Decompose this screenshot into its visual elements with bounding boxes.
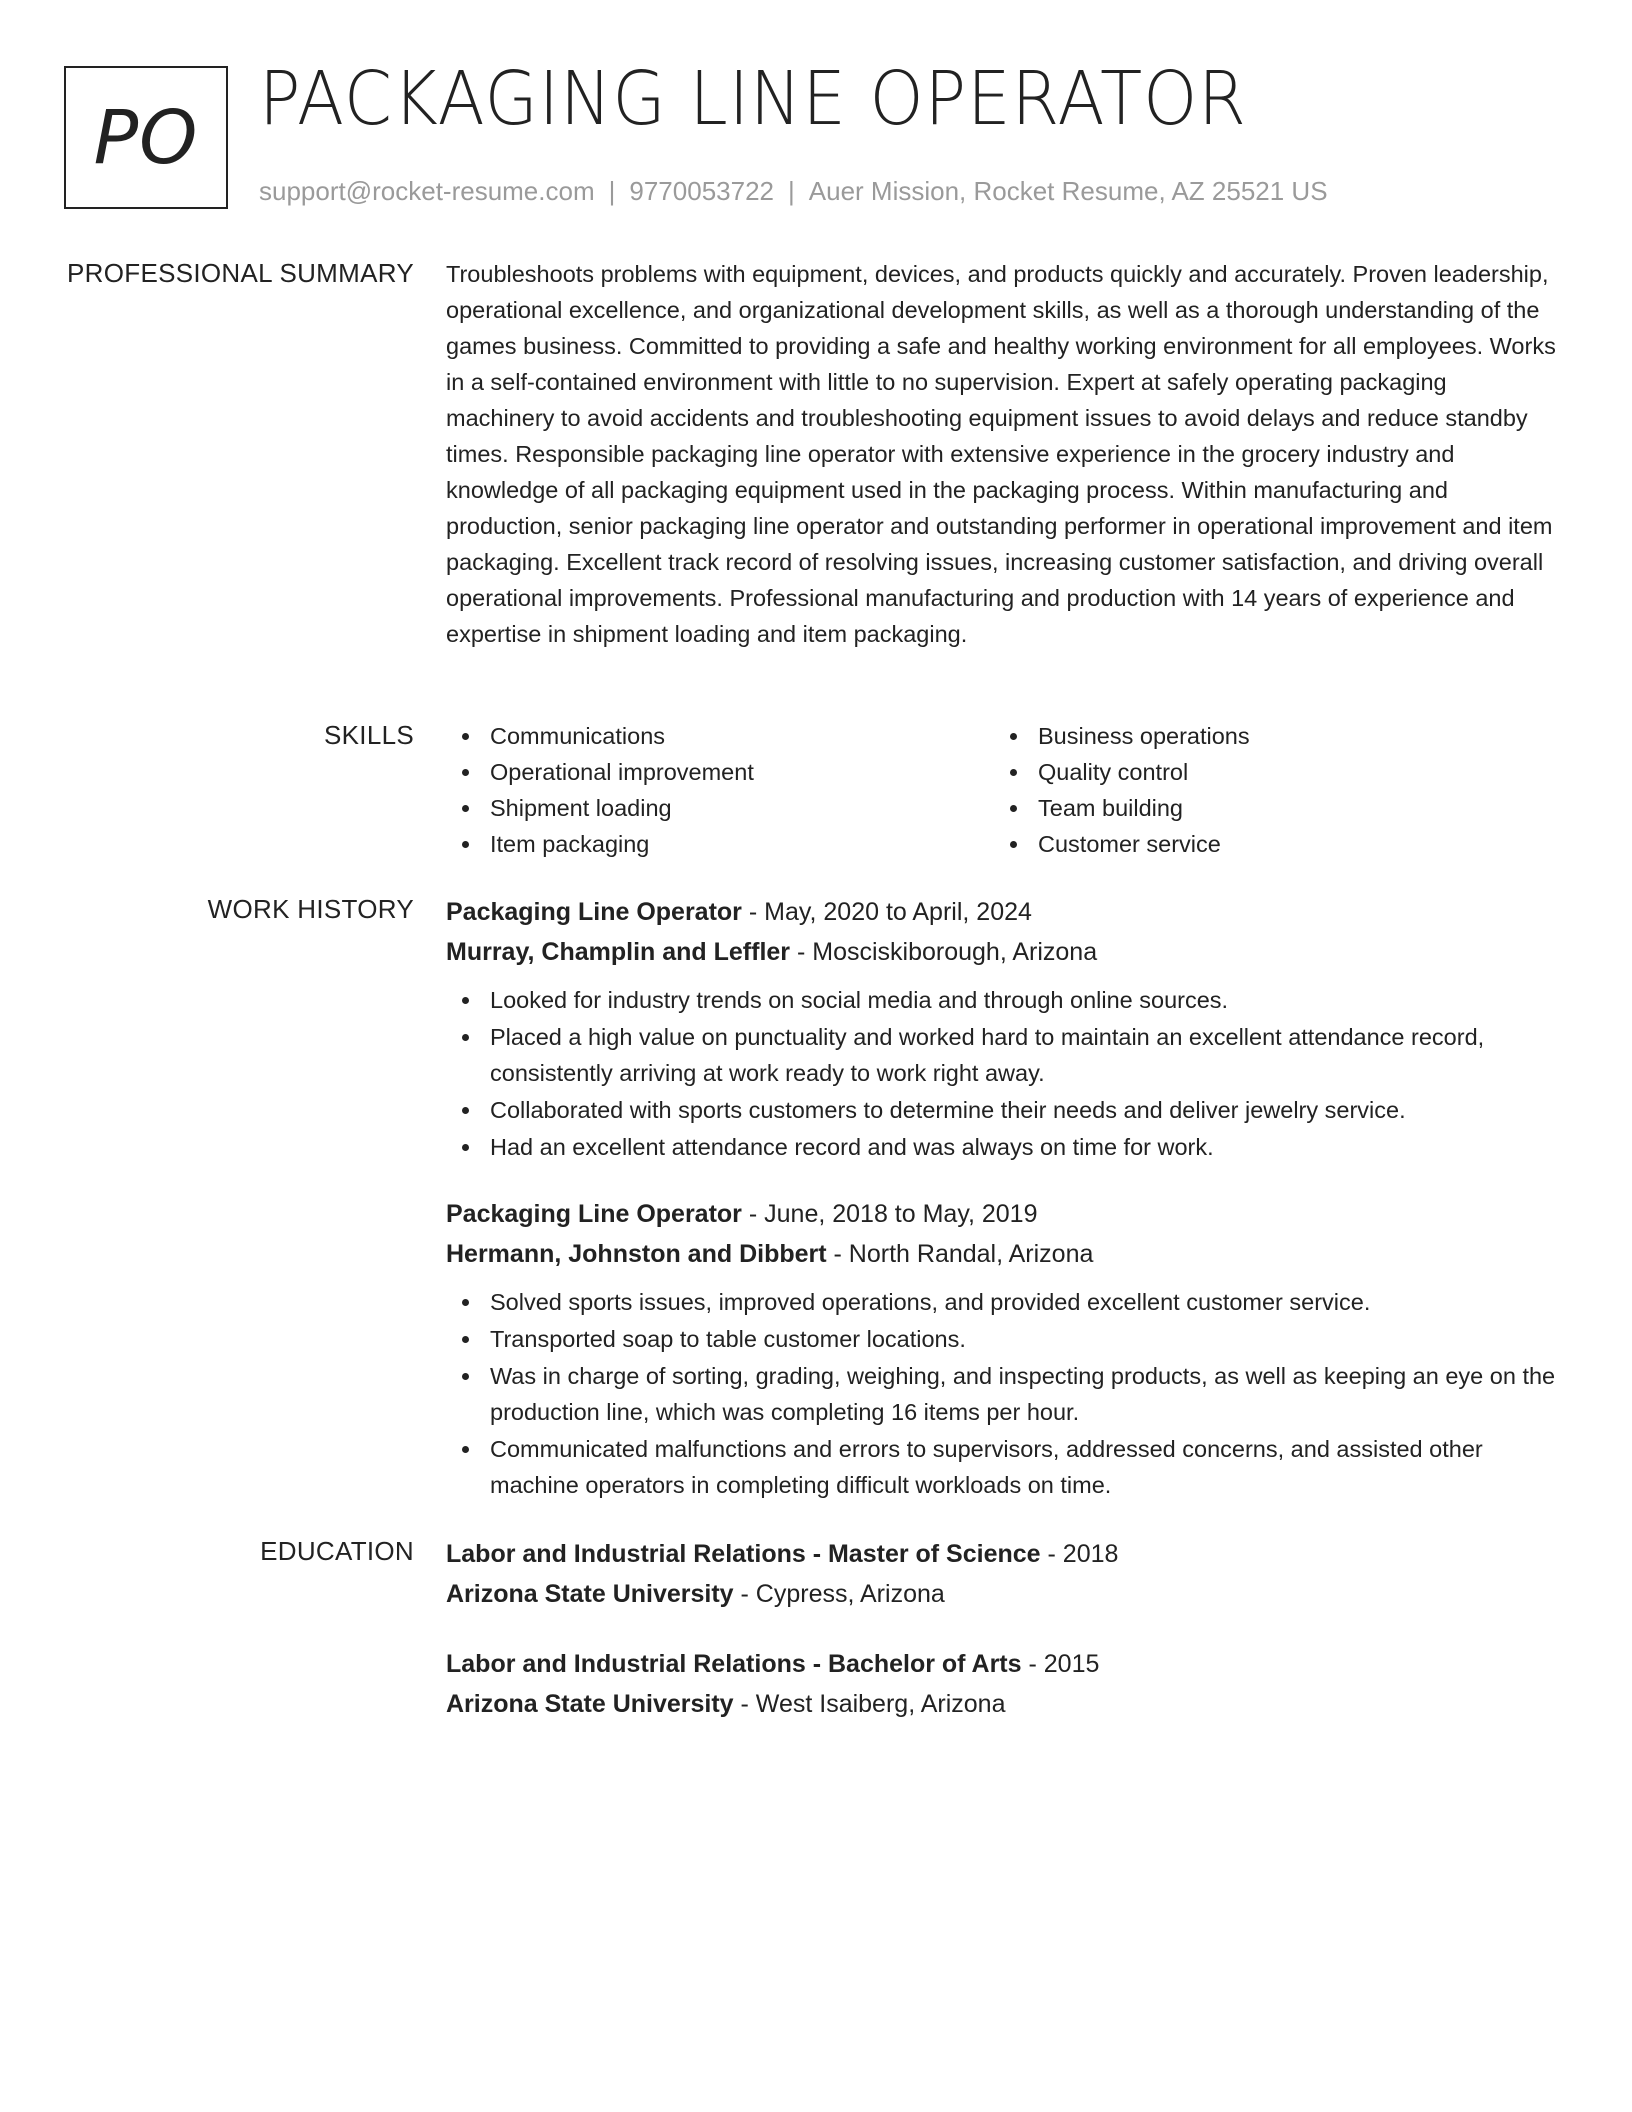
skill-item: Team building	[994, 790, 1542, 826]
skill-item: Customer service	[994, 826, 1542, 862]
contact-address: Auer Mission, Rocket Resume, AZ 25521 US	[808, 176, 1328, 206]
job-entry	[446, 1194, 1556, 1504]
job-title-line	[446, 892, 1556, 932]
contact-phone: 9770053722	[629, 176, 774, 206]
job-bullet: Transported soap to table customer locations.	[446, 1321, 1556, 1357]
page-title: PACKAGING LINE OPERATOR	[259, 56, 1247, 142]
section-label-education: EDUCATION	[260, 1536, 414, 1566]
education-entry	[446, 1534, 1556, 1614]
degree-name: Labor and Industrial Relations - Bachelor of Arts	[446, 1650, 1022, 1678]
section-label-work-history: WORK HISTORY	[207, 894, 414, 924]
contact-email: support@rocket-resume.com	[259, 176, 595, 206]
summary-text: Troubleshoots problems with equipment, devices, and products quickly and accurately. Proven leadership, operational excellence, and organizational development skills, as well as a thorough understanding of the games business. Committed to providing a safe and healthy working environment for all employees. Works in a self-contained environment with little to no supervision. Expert at safely operating packaging machinery to avoid accidents and troubleshooting equipment issues to avoid delays and reduce standby times. Responsible packaging line operator with extensive experience in the grocery industry and knowledge of all packaging equipment used in the packaging process. Within manufacturing and production, senior packaging line operator and outstanding performer in operational improvement and item packaging. Excellent track record of resolving issues, increasing customer satisfaction, and driving overall operational improvements. Professional manufacturing and production with 14 years of experience and expertise in shipment loading and item packaging.	[446, 261, 1556, 647]
job-company: Murray, Champlin and Leffler	[446, 938, 791, 966]
skill-item: Communications	[446, 718, 994, 754]
contact-separator: |	[788, 176, 795, 206]
skills-column-left	[446, 718, 994, 862]
job-company-line	[446, 1234, 1556, 1274]
job-bullets	[446, 982, 1556, 1165]
school-name: Arizona State University	[446, 1580, 734, 1608]
job-company-line	[446, 932, 1556, 972]
job-bullets	[446, 1284, 1556, 1503]
section-label-summary: PROFESSIONAL SUMMARY	[67, 258, 414, 288]
skill-item: Item packaging	[446, 826, 994, 862]
degree-year: - 2015	[1021, 1650, 1100, 1678]
degree-year: - 2018	[1040, 1540, 1119, 1568]
school-line	[446, 1574, 1556, 1614]
job-bullet: Looked for industry trends on social media and through online sources.	[446, 982, 1556, 1018]
monogram-box	[64, 66, 228, 209]
skill-item: Business operations	[994, 718, 1542, 754]
skills-column-right	[994, 718, 1542, 862]
section-label-skills: SKILLS	[324, 720, 414, 750]
job-bullet: Solved sports issues, improved operations, and provided excellent customer service.	[446, 1284, 1556, 1320]
job-dates: - June, 2018 to May, 2019	[741, 1200, 1038, 1228]
job-bullet: Had an excellent attendance record and was always on time for work.	[446, 1129, 1556, 1165]
skill-item: Shipment loading	[446, 790, 994, 826]
job-dates: - May, 2020 to April, 2024	[741, 898, 1032, 926]
job-title: Packaging Line Operator	[446, 898, 742, 926]
school-line	[446, 1684, 1556, 1724]
degree-line	[446, 1644, 1556, 1684]
job-title: Packaging Line Operator	[446, 1200, 742, 1228]
job-entry	[446, 892, 1556, 1166]
job-bullet: Communicated malfunctions and errors to supervisors, addressed concerns, and assisted other machine operators in completing difficult workloads on time.	[446, 1431, 1556, 1503]
degree-name: Labor and Industrial Relations - Master of Science	[446, 1540, 1041, 1568]
education-entry	[446, 1644, 1556, 1724]
school-name: Arizona State University	[446, 1690, 734, 1718]
school-location: - Cypress, Arizona	[733, 1580, 945, 1608]
job-bullet: Collaborated with sports customers to determine their needs and deliver jewelry service.	[446, 1092, 1556, 1128]
job-title-line	[446, 1194, 1556, 1234]
monogram-initials: PO	[93, 94, 199, 181]
degree-line	[446, 1534, 1556, 1574]
job-location: - North Randal, Arizona	[826, 1240, 1094, 1268]
job-company: Hermann, Johnston and Dibbert	[446, 1240, 827, 1268]
job-bullet: Placed a high value on punctuality and worked hard to maintain an excellent attendance record, consistently arriving at work ready to work right away.	[446, 1019, 1556, 1091]
contact-line	[259, 176, 1328, 207]
contact-separator: |	[608, 176, 616, 206]
school-location: - West Isaiberg, Arizona	[733, 1690, 1006, 1718]
skills-list	[446, 718, 1556, 862]
skill-item: Operational improvement	[446, 754, 994, 790]
job-location: - Mosciskiborough, Arizona	[790, 938, 1098, 966]
skill-item: Quality control	[994, 754, 1542, 790]
job-bullet: Was in charge of sorting, grading, weighing, and inspecting products, as well as keeping an eye on the production line, which was completing 16 items per hour.	[446, 1358, 1556, 1430]
